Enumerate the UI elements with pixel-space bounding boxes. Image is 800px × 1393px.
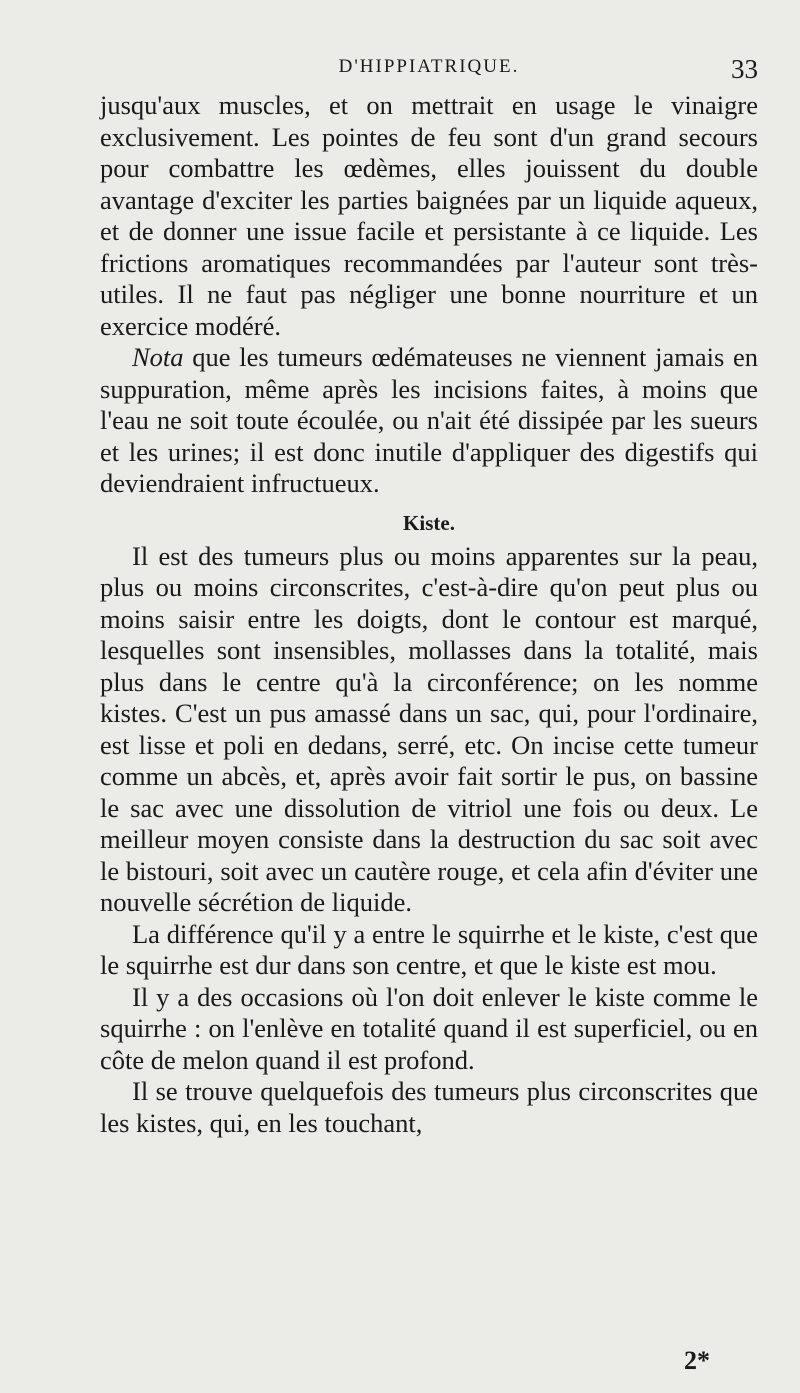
nota-text: que les tumeurs œdémateuses ne viennent jamais en suppuration, même après les incisions faites, à moins que l'eau ne soit toute écoulée, ou n'ait été dissipée par les sueurs et les urines; il est donc inutile d'appliquer des digestifs qui deviendraient infructueux. [100,342,758,498]
paragraph-continuation: jusqu'aux muscles, et on mettrait en usage le vinaigre exclusivement. Les pointes de feu sont d'un grand secours pour combattre les œdèmes, elles jouissent du double avantage d'exciter les parties baignées par un liquide aqueux, et de donner une issue facile et persistante à ce liquide. Les frictions aromatiques recommandées par l'auteur sont très-utiles. Il ne faut pas négliger une bonne nourriture et un exercice modéré. [100,90,758,341]
paragraph-difference: La différence qu'il y a entre le squirrhe et le kiste, c'est que le squirrhe est dur dans son centre, et que le kiste est mou. [100,918,758,980]
section-heading-kiste: Kiste. [403,510,455,535]
page-number: 33 [731,54,758,84]
signature-mark: 2* [684,1346,710,1375]
running-title: D'HIPPIATRIQUE. [338,56,520,77]
paragraph-nota [100,342,758,500]
body-text [100,90,758,1139]
paragraph-kiste-definition: Il est des tumeurs plus ou moins apparentes sur la peau, plus ou moins circonscrites, c'est-à-dire qu'on peut plus ou moins saisir entre les doigts, dont le contour est marqué, lesquelles sont insensibles, mollasses dans la totalité, mais plus dans le centre qu'à la circonférence; on les nomme kistes. C'est un pus amassé dans un sac, qui, pour l'ordinaire, est lisse et poli en dedans, serré, etc. On incise cette tumeur comme un abcès, et, après avoir fait sortir le pus, on bassine le sac avec une dissolution de vitriol une fois ou deux. Le meilleur moyen consiste dans la destruction du sac soit avec le bistouri, soit avec un cautère rouge, et cela afin d'éviter une nouvelle sécrétion de liquide. [100,540,758,917]
running-head [100,56,758,90]
paragraph-removal: Il y a des occasions où l'on doit enlever le kiste comme le squirrhe : on l'enlève en totalité quand il est superficiel, ou en côte de melon quand il est profond. [100,981,758,1075]
paragraph-other-tumours: Il se trouve quelquefois des tumeurs plus circonscrites que les kistes, qui, en les touchant, [100,1076,758,1138]
nota-italic: Nota [132,342,184,372]
